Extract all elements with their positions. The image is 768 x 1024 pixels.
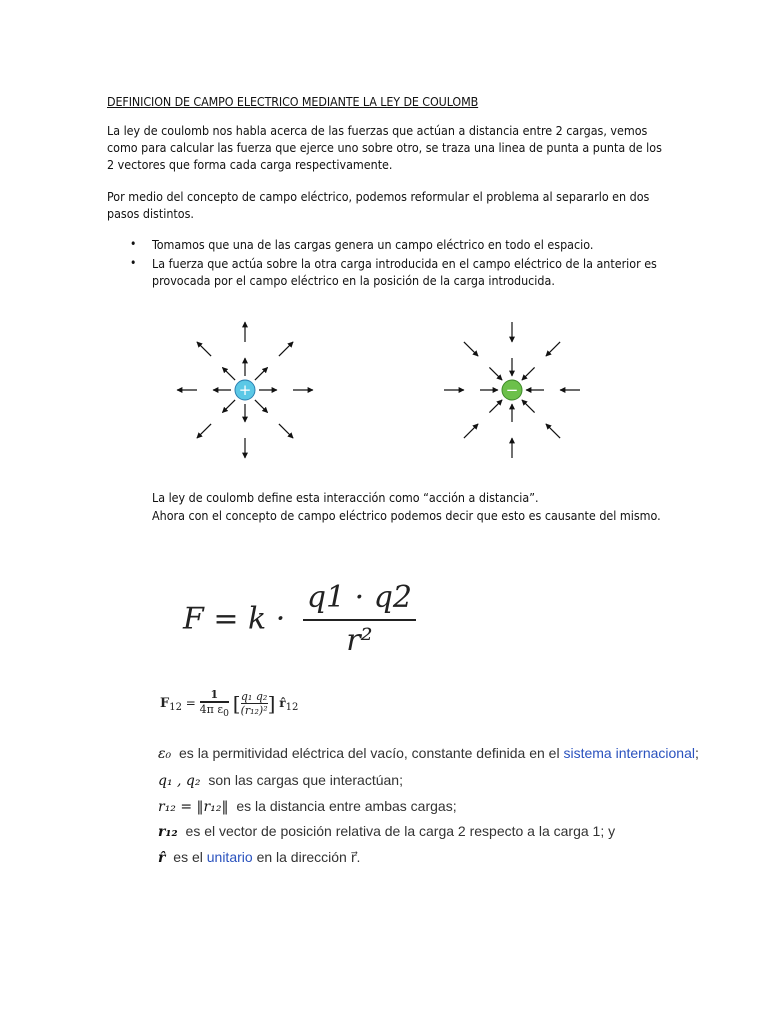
definition-position-vector — [158, 823, 718, 840]
formula-denominator: r² — [346, 622, 373, 658]
paragraph-action-distance: La ley de coulomb define esta interacción como “acción a distancia”. — [152, 490, 539, 505]
field-arrow — [197, 424, 211, 438]
right-bracket: ] — [267, 691, 276, 716]
field-arrow — [464, 342, 478, 356]
charges-fraction — [241, 690, 268, 718]
definition-text: es el vector de posición relativa de la carga 2 respecto a la carga 1; y — [185, 823, 616, 839]
field-arrow — [522, 367, 535, 380]
field-arrow — [222, 400, 235, 413]
negative-sign: − — [505, 381, 519, 399]
bullet-text: La fuerza que actúa sobre la otra carga introducida en el campo eléctrico de la anterior es provocada por el campo eléctrico en la posición de la carga introducida. — [152, 256, 657, 288]
definition-epsilon — [158, 745, 718, 762]
definition-text: es la permitividad eléctrica del vacío, constante definida en el — [179, 745, 560, 761]
definition-symbol: r̂ — [158, 850, 166, 866]
field-arrow — [255, 367, 268, 380]
definition-distance — [158, 798, 718, 815]
field-arrow — [464, 424, 478, 438]
force-symbol: F — [160, 695, 170, 711]
paragraph-field-cause: Ahora con el concepto de campo eléctrico podemos decir que esto es causante del mismo. — [152, 508, 661, 523]
field-arrow — [489, 400, 502, 413]
coefficient-fraction — [200, 688, 229, 719]
link-unitario[interactable]: unitario — [206, 849, 253, 865]
definition-symbol: q₁ , q₂ — [158, 773, 201, 789]
equals-sign: = — [181, 695, 200, 710]
vector-coulomb-formula — [160, 688, 298, 719]
definition-symbol: ε₀ — [158, 746, 172, 762]
definition-tail: ; — [694, 745, 699, 761]
definition-unit-vector — [158, 849, 718, 866]
definition-symbol: r₁₂ = ‖r₁₂‖ — [158, 799, 229, 815]
coefficient-denominator-text: 4π ε — [199, 702, 224, 716]
definition-charges — [158, 772, 718, 789]
field-arrow — [546, 342, 560, 356]
definition-text: es el — [173, 849, 203, 865]
list-item — [107, 236, 667, 253]
paragraph-coulomb-intro: La ley de coulomb nos habla acerca de las fuerzas que actúan a distancia entre 2 cargas, vemos como para calcular las fuerza que ejerce uno sobre otro, se traza una linea de punta a punta de los 2 vectores que forma cada carga respectivamente. — [107, 123, 662, 172]
formula-numerator: q1 · q2 — [306, 580, 413, 615]
left-bracket: [ — [232, 691, 241, 716]
unit-vector-subscript: 12 — [285, 702, 299, 714]
charges-denominator: (r₁₂)² — [240, 704, 268, 718]
formula-fraction — [303, 580, 416, 658]
definition-text: son las cargas que interactúan; — [208, 772, 403, 788]
unit-vector-symbol: r̂ — [279, 695, 286, 710]
list-item — [107, 255, 667, 289]
coulomb-formula — [183, 580, 416, 658]
formula-lhs: F = k · — [183, 601, 286, 637]
bullet-text: Tomamos que una de las cargas genera un campo eléctrico en todo el espacio. — [152, 237, 594, 252]
coefficient-numerator: 1 — [210, 688, 219, 701]
field-arrow — [222, 367, 235, 380]
field-arrow — [255, 400, 268, 413]
field-arrow — [489, 367, 502, 380]
field-lines-diagram — [150, 300, 610, 485]
bullet-glyph: • — [130, 256, 137, 270]
definition-symbol: r₁₂ — [158, 824, 178, 840]
bullet-glyph: • — [130, 237, 137, 251]
force-subscript: 12 — [169, 702, 182, 714]
link-sistema-internacional[interactable]: sistema internacional — [563, 745, 695, 761]
field-arrow — [197, 342, 211, 356]
coefficient-denominator — [200, 703, 229, 719]
bullet-list — [107, 236, 667, 291]
definition-tail: en la dirección r⃗. — [256, 849, 361, 865]
paragraph-field-concept: Por medio del concepto de campo eléctrico, podemos reformular el problema al separarlo en dos pasos distintos. — [107, 189, 650, 221]
field-arrow — [546, 424, 560, 438]
epsilon-subscript: 0 — [223, 707, 229, 719]
field-arrow — [522, 400, 535, 413]
field-arrow — [279, 424, 293, 438]
definition-text: es la distancia entre ambas cargas; — [236, 798, 457, 814]
positive-sign: + — [238, 381, 252, 399]
charges-numerator: q₁ q₂ — [240, 689, 268, 703]
field-arrow — [279, 342, 293, 356]
page-title: DEFINICION DE CAMPO ELECTRICO MEDIANTE LA LEY DE COULOMB — [107, 94, 479, 109]
